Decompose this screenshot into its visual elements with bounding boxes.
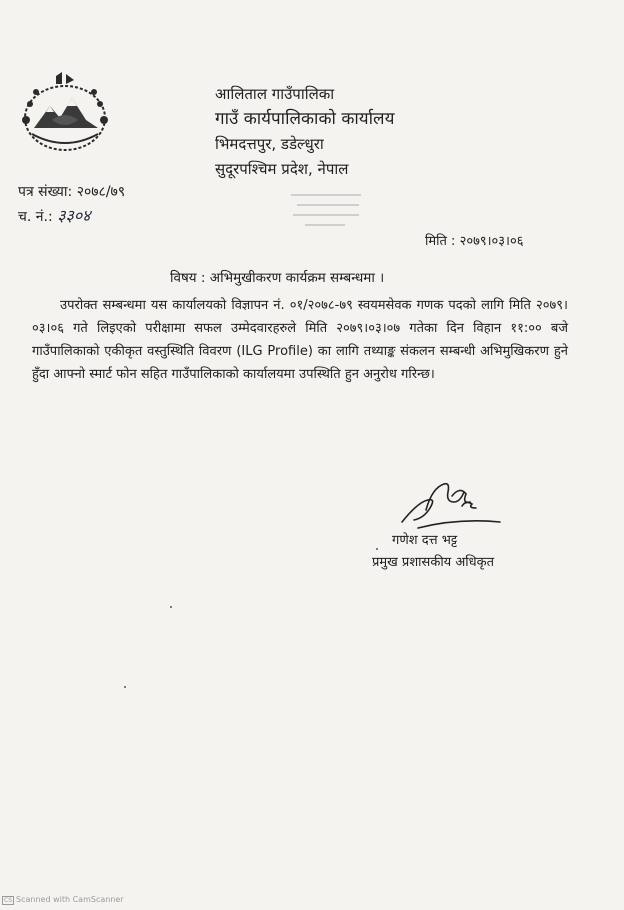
municipality-name: आलिताल गाउँपालिका [215,85,335,103]
nepal-emblem-icon [12,70,118,162]
scan-speck [170,606,172,608]
scanner-watermark [2,895,124,905]
scan-speck [124,686,126,688]
camscanner-badge-icon: CS [4,897,12,904]
letter-number-label: पत्र संख्या: [18,184,73,200]
office-address: भिमदत्तपुर, डडेल्धुरा [215,135,324,153]
faded-stamp-icon [285,185,375,230]
body-paragraph: उपरोक्त सम्बन्धमा यस कार्यालयको विज्ञापन नं. ०१/२०७८-७९ स्वयमसेवक गणक पदको लागि मिति २०७९।०३।०६ गते लिइएको परीक्षामा सफल उम्मेदवारहरुले मिति २०७९।०३।०७ गतेका दिन विहान ११:०० बजे गाउँपालिकाको एकीकृत वस्तुस्थिति विवरण (ILG Profile) का लागि तथ्याङ्क संकलन सम्बन्धी अभिमुखिकरण हुने हुँदा आफ्नो स्मार्ट फोन सहित गाउँपालिकाको कार्यालयमा उपस्थिति हुन अनुरोध गरिन्छ। [32,298,568,382]
scan-speck [376,548,378,550]
watermark-text: Scanned with CamScanner [16,895,124,904]
province-country: सुदूरपश्चिम प्रदेश, नेपाल [215,160,349,178]
letter-date: मिति : २०७९।०३।०६ [425,234,524,249]
dispatch-number [18,204,125,229]
letter-body [32,294,568,386]
letterhead [215,82,475,182]
dispatch-number-label: च. नं.: [18,209,53,225]
signature-icon [398,478,503,530]
letter-number [18,180,125,204]
letter-number-value: २०७८/७९ [76,184,126,200]
signatory-title: प्रमुख प्रशासकीय अधिकृत [372,555,495,570]
reference-block [18,180,125,229]
letter-subject: विषय : अभिमुखीकरण कार्यक्रम सम्बन्धमा । [170,270,385,286]
dispatch-number-value: ३३०४ [57,206,91,225]
signatory-name: गणेश दत्त भट्ट [392,533,458,548]
office-name: गाउँ कार्यपालिकाको कार्यालय [215,109,395,129]
